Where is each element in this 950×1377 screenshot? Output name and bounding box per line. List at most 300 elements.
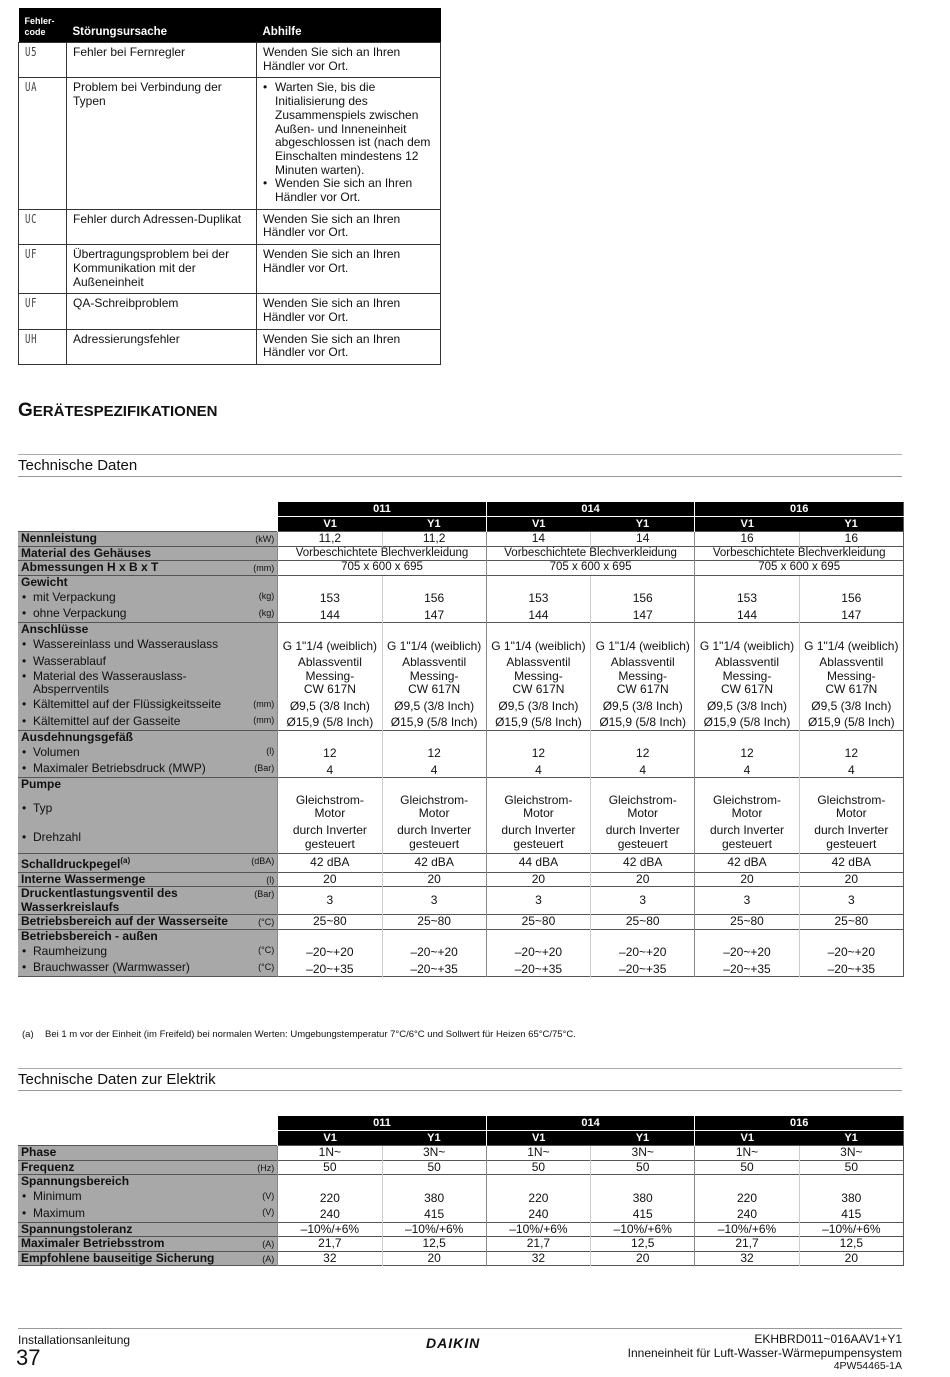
row-unit: (Bar) [254,762,275,773]
value-cell: Vorbeschichtete Blechverkleidung [278,546,487,561]
value-cell: Ablassventil [382,653,486,670]
value-cell: 1N~ [278,1146,382,1161]
row-label-text: Maximum [33,1205,86,1220]
row-label [18,1175,278,1189]
value-cell: 25~80 [382,915,486,930]
value-cell: 147 [591,606,695,623]
error-code [19,43,67,78]
error-remedy: Wenden Sie sich an Ihren Händler vor Ort. [257,294,441,329]
empty-cell [278,1175,382,1189]
error-code-text: U5 [25,45,38,59]
variant-header-row [18,1131,904,1146]
value-cell: –10%/+6% [382,1222,486,1237]
value-cell: 25~80 [799,915,903,930]
row-label [18,887,278,915]
value-cell: 415 [591,1205,695,1222]
row-label [18,960,278,977]
value-cell: Gleichstrom- Motor [799,792,903,823]
empty-cell [382,730,486,744]
row-unit: (kg) [258,591,275,601]
divider [18,454,902,455]
value-cell: –20~+35 [799,960,903,977]
value-cell: durch Inverter gesteuert [591,823,695,854]
value-cell: –10%/+6% [591,1222,695,1237]
remedy-item: • Warten Sie, bis die Initialisierung des Zusammenspiels zwischen Außen- und Inneneinheit abgeschlossen ist (nach dem Einschalten mindestens 12 Minuten warten). [275,81,434,177]
remedy-item: • Wenden Sie sich an Ihren Händler vor Ort. [275,177,434,204]
value-cell: Ø9,5 (3/8 Inch) [591,697,695,714]
error-cause: Übertragungsproblem bei der Kommunikation mit der Außeneinheit [67,245,257,294]
value-cell: 20 [278,872,382,887]
row-label [18,623,278,637]
value-cell: Messing- CW 617N [799,670,903,697]
footer-divider [18,1328,902,1329]
row-label [18,653,278,670]
value-cell: Ø9,5 (3/8 Inch) [382,697,486,714]
row-label [18,792,278,823]
row-label-text: Material des Gehäuses [21,545,152,560]
error-cause: Adressierungsfehler [67,329,257,364]
empty-cell [799,1175,903,1189]
value-cell: 42 dBA [591,854,695,873]
page-number: 37 [16,1345,41,1370]
value-cell: 153 [278,589,382,606]
row-label [18,1160,278,1175]
value-cell: 1N~ [486,1146,590,1161]
footer-code: 4PW54465-1A [833,1360,902,1372]
footer-info [628,1333,902,1374]
empty-cell [486,730,590,744]
error-remedy: Wenden Sie sich an Ihren Händler vor Ort. [257,329,441,364]
value-cell: 16 [695,532,799,547]
variant-v1: V1 [486,517,590,532]
value-cell: 3 [799,887,903,915]
variant-y1: Y1 [799,517,903,532]
value-cell: 32 [486,1251,590,1266]
variant-v1: V1 [278,1131,382,1146]
remedy-list [263,81,434,204]
error-code-text: UF [25,247,38,262]
value-cell: 144 [278,606,382,623]
value-cell: durch Inverter gesteuert [486,823,590,854]
value-cell: durch Inverter gesteuert [278,823,382,854]
value-cell: Gleichstrom- Motor [382,792,486,823]
table-row [18,823,904,854]
value-cell: 4 [799,761,903,778]
header-blank [18,517,278,532]
table-row [19,294,441,329]
row-unit: (Hz) [257,1162,275,1173]
value-cell: 3N~ [799,1146,903,1161]
value-cell: G 1"1/4 (weiblich) [486,637,590,654]
row-label [18,670,278,697]
row-unit: (mm) [253,715,275,725]
row-unit: (V) [262,1190,275,1201]
value-cell: durch Inverter gesteuert [695,823,799,854]
empty-cell [591,929,695,943]
value-cell: 380 [382,1189,486,1206]
empty-cell [278,730,382,744]
value-cell: Gleichstrom- Motor [486,792,590,823]
variant-v1: V1 [278,517,382,532]
value-cell: Ø15,9 (5/8 Inch) [278,713,382,730]
empty-cell [486,929,590,943]
empty-cell [695,730,799,744]
value-cell: 16 [799,532,903,547]
footer-model: EKHBRD011~016AAV1+Y1 [754,1332,902,1346]
error-code [19,78,67,209]
variant-v1: V1 [695,1131,799,1146]
error-remedy: Wenden Sie sich an Ihren Händler vor Ort. [257,245,441,294]
row-label-text: Pumpe [21,777,62,791]
empty-cell [486,623,590,637]
row-label-text: Anschlüsse [21,622,89,636]
value-cell: Ø9,5 (3/8 Inch) [486,697,590,714]
model-group-016: 016 [695,1116,904,1131]
value-cell: 380 [591,1189,695,1206]
value-cell: Vorbeschichtete Blechverkleidung [695,546,904,561]
value-cell: 20 [486,872,590,887]
value-cell: Ø15,9 (5/8 Inch) [591,713,695,730]
row-unit: (l) [266,874,275,885]
model-group-011: 011 [278,1116,487,1131]
value-cell: 32 [278,1251,382,1266]
row-label-text: Minimum [33,1189,82,1203]
value-cell: 220 [278,1189,382,1206]
row-label [18,697,278,714]
header-cause: Störungsursache [67,8,257,43]
row-unit: (°C) [258,917,275,927]
value-cell: 220 [486,1189,590,1206]
value-cell: 42 dBA [695,854,799,873]
value-cell: 220 [695,1189,799,1206]
value-cell: –20~+35 [382,960,486,977]
row-label-text: Empfohlene bauseitige Sicherung [21,1250,215,1265]
group-header-row [18,1116,904,1131]
row-unit: (kW) [255,534,275,544]
row-label [18,561,278,576]
value-cell: 12 [591,744,695,761]
empty-cell [591,778,695,792]
row-label [18,778,278,792]
value-cell: 3 [278,887,382,915]
value-cell: durch Inverter gesteuert [799,823,903,854]
row-label-text: Phase [21,1145,57,1159]
value-cell: 11,2 [278,532,382,547]
value-cell: 3N~ [591,1146,695,1161]
row-label [18,606,278,623]
error-code-table [18,8,441,365]
value-cell: –10%/+6% [486,1222,590,1237]
row-unit: (°C) [258,945,275,955]
value-cell: 3 [382,887,486,915]
empty-cell [382,623,486,637]
variant-v1: V1 [695,517,799,532]
value-cell: Messing- CW 617N [278,670,382,697]
value-cell: –20~+20 [278,943,382,960]
empty-cell [799,623,903,637]
value-cell: G 1"1/4 (weiblich) [695,637,799,654]
value-cell: 50 [382,1160,486,1175]
value-cell: 415 [799,1205,903,1222]
value-cell: 14 [486,532,590,547]
row-label [18,915,278,930]
table-row [18,637,904,654]
table-row [18,1251,904,1266]
table-row [18,761,904,778]
elec-data-title: Technische Daten zur Elektrik [18,1071,902,1091]
tech-data-title: Technische Daten [18,457,902,477]
empty-cell [382,778,486,792]
value-cell: 12,5 [799,1237,903,1252]
row-unit: (A) [262,1253,275,1264]
value-cell: 3N~ [382,1146,486,1161]
value-cell: –20~+35 [278,960,382,977]
row-label [18,744,278,761]
row-label [18,575,278,589]
value-cell: 50 [695,1160,799,1175]
row-label [18,1251,278,1266]
value-cell: Ablassventil [591,653,695,670]
row-label-text: Betriebsbereich - außen [21,928,158,943]
row-unit: (A) [262,1239,275,1249]
empty-cell [591,730,695,744]
row-unit: (l) [266,746,275,756]
empty-cell [486,575,590,589]
footnote: (a) Bei 1 m vor der Einheit (im Freifeld) bei normalen Werten: Umgebungstemperatur 7°C/6°C und Sollwert für Heizen 65°C/75°C. [22,1029,576,1040]
empty-cell [799,778,903,792]
table-row [18,697,904,714]
daikin-logo: DAIKIN [426,1335,481,1351]
value-cell: 12 [486,744,590,761]
value-cell: durch Inverter gesteuert [382,823,486,854]
value-cell: 240 [695,1205,799,1222]
divider [18,1068,902,1069]
table-row [18,778,904,792]
row-label [18,854,278,873]
variant-y1: Y1 [382,517,486,532]
table-row [18,943,904,960]
error-cause: Fehler bei Fernregler [67,43,257,78]
row-label-text: Volumen [33,744,80,759]
value-cell: 156 [382,589,486,606]
value-cell: 153 [486,589,590,606]
value-cell: 705 x 600 x 695 [278,561,487,576]
value-cell: 25~80 [278,915,382,930]
value-cell: 50 [799,1160,903,1175]
value-cell: Ø9,5 (3/8 Inch) [799,697,903,714]
row-label [18,1205,278,1222]
table-row [18,915,904,930]
empty-cell [695,778,799,792]
empty-cell [591,623,695,637]
value-cell: 3 [486,887,590,915]
value-cell: 240 [278,1205,382,1222]
tech-data-table [18,502,904,977]
value-cell: 147 [799,606,903,623]
table-row [18,1237,904,1252]
value-cell: 240 [486,1205,590,1222]
value-cell: 12,5 [382,1237,486,1252]
error-code-text: UF [25,296,38,311]
value-cell: 12 [799,744,903,761]
empty-cell [695,1175,799,1189]
value-cell: 12,5 [591,1237,695,1252]
error-code [19,245,67,294]
value-cell: 156 [799,589,903,606]
value-cell: 25~80 [591,915,695,930]
row-label-text: Druckentlastungsventil des Wasserkreislaufs [21,886,178,914]
empty-cell [695,575,799,589]
value-cell: 12 [382,744,486,761]
value-cell: 147 [382,606,486,623]
value-cell: –20~+20 [591,943,695,960]
table-row [18,1160,904,1175]
table-row [18,532,904,547]
error-cause: Fehler durch Adressen-Duplikat [67,209,257,244]
value-cell: –10%/+6% [278,1222,382,1237]
row-label [18,761,278,778]
table-row [18,1146,904,1161]
row-unit: (°C) [258,961,275,972]
value-cell: 12 [278,744,382,761]
table-row [18,589,904,606]
group-header-row [18,502,904,517]
row-label-text: Material des Wasserauslass-Absperrventils [33,668,187,696]
row-label [18,713,278,730]
value-cell: 21,7 [486,1237,590,1252]
header-blank [18,1116,278,1131]
row-unit: (mm) [253,563,275,573]
value-cell: 11,2 [382,532,486,547]
model-group-011: 011 [278,502,487,517]
value-cell: 705 x 600 x 695 [695,561,904,576]
value-cell: –20~+20 [486,943,590,960]
empty-cell [278,575,382,589]
row-label [18,589,278,606]
table-row [18,929,904,943]
empty-cell [278,929,382,943]
value-cell: 380 [799,1189,903,1206]
value-cell: 42 dBA [382,854,486,873]
value-cell: 20 [382,872,486,887]
empty-cell [799,730,903,744]
value-cell: 3 [591,887,695,915]
value-cell: G 1"1/4 (weiblich) [799,637,903,654]
value-cell: 14 [591,532,695,547]
empty-cell [695,623,799,637]
error-cause: QA-Schreibproblem [67,294,257,329]
table-row [18,744,904,761]
value-cell: –20~+35 [591,960,695,977]
value-cell: 42 dBA [799,854,903,873]
empty-cell [486,778,590,792]
row-label [18,1146,278,1161]
row-label-text: mit Verpackung [33,589,116,604]
table-row [19,78,441,209]
value-cell: 50 [278,1160,382,1175]
value-cell: Ablassventil [278,653,382,670]
header-remedy: Abhilfe [257,8,441,43]
value-cell: Gleichstrom- Motor [278,792,382,823]
row-label-text: Typ [33,801,53,816]
error-code [19,209,67,244]
variant-y1: Y1 [799,1131,903,1146]
empty-cell [591,1175,695,1189]
row-unit: (V) [262,1207,275,1217]
empty-cell [382,929,486,943]
model-group-016: 016 [695,502,904,517]
value-cell: –10%/+6% [695,1222,799,1237]
value-cell: G 1"1/4 (weiblich) [278,637,382,654]
value-cell: 21,7 [278,1237,382,1252]
value-cell: Messing- CW 617N [486,670,590,697]
table-row [18,854,904,873]
value-cell: 3 [695,887,799,915]
row-label-text: ohne Verpackung [33,606,127,620]
value-cell: 415 [382,1205,486,1222]
row-label [18,1189,278,1206]
value-cell: Ablassventil [695,653,799,670]
value-cell: 144 [486,606,590,623]
row-label-text: Abmessungen H x B x T [21,560,159,574]
value-cell: 20 [799,1251,903,1266]
row-label [18,823,278,854]
row-label [18,1222,278,1237]
footer-product: Inneneinheit für Luft-Wasser-Wärmepumpensystem [627,1345,902,1360]
error-code [19,294,67,329]
variant-y1: Y1 [591,1131,695,1146]
section-title: GERÄTESPEZIFIKATIONEN [18,400,218,421]
value-cell: –20~+20 [799,943,903,960]
value-cell: Ø9,5 (3/8 Inch) [695,697,799,714]
value-cell: 25~80 [695,915,799,930]
row-label [18,546,278,561]
row-label-text: Maximaler Betriebsdruck (MWP) [33,761,206,775]
footer-doc-type: Installationsanleitung [18,1333,131,1347]
value-cell: 42 dBA [278,854,382,873]
value-cell: Ø15,9 (5/8 Inch) [382,713,486,730]
table-row [18,1205,904,1222]
empty-cell [486,1175,590,1189]
row-label-text: Wassereinlass und Wasserauslass [33,637,219,651]
value-cell: Ablassventil [486,653,590,670]
value-cell: 50 [486,1160,590,1175]
table-row [18,713,904,730]
row-label-text: Nennleistung [21,531,98,545]
error-remedy [257,78,441,209]
row-unit: (kg) [258,607,275,618]
header-blank [18,1131,278,1146]
error-table-header [19,8,441,43]
value-cell: 12 [695,744,799,761]
table-row [19,245,441,294]
value-cell: 4 [278,761,382,778]
empty-cell [799,929,903,943]
table-row [18,1222,904,1237]
row-label-text: Maximaler Betriebsstrom [21,1236,165,1250]
row-label [18,943,278,960]
value-cell: Gleichstrom- Motor [695,792,799,823]
value-cell: 705 x 600 x 695 [486,561,695,576]
row-label-text: Interne Wassermenge [21,871,146,886]
table-row [18,792,904,823]
value-cell: –20~+20 [695,943,799,960]
row-unit: (Bar) [254,889,275,899]
row-label-text: Frequenz [21,1159,75,1174]
table-row [19,43,441,78]
row-label-text: Schalldruckpegel [21,857,121,871]
model-group-014: 014 [486,502,695,517]
